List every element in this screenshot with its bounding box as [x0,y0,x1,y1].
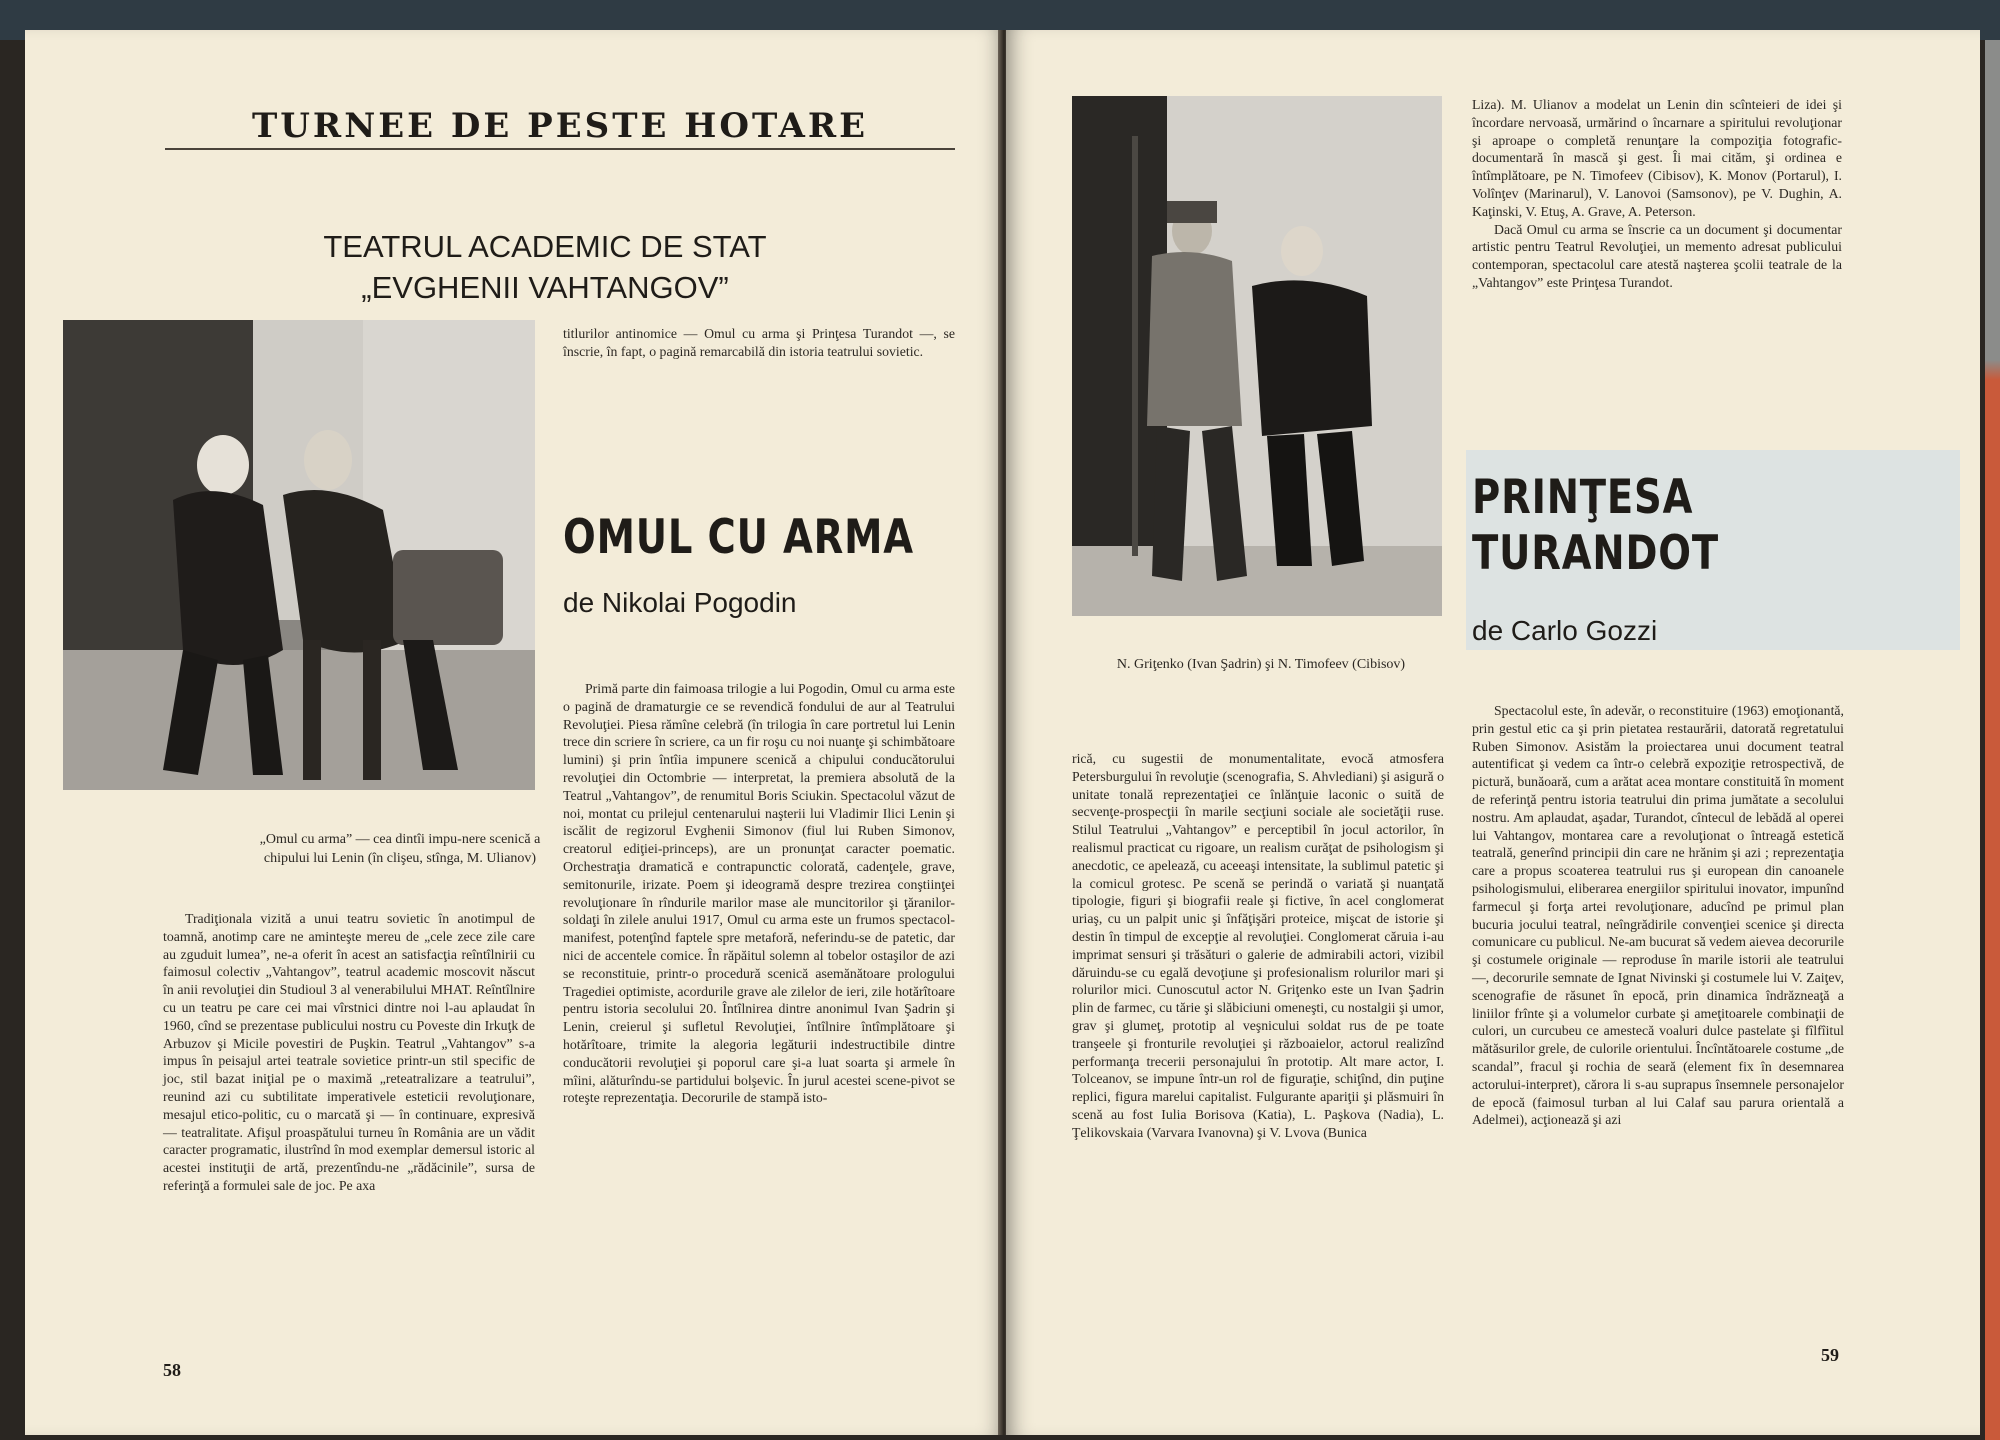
column-2-intro-text: titlurilor antinomice — Omul cu arma şi Prinţesa Turandot —, se înscrie, în fapt, o pagină remarcabilă din istoria teatrului sovietic. [563,326,955,359]
right-column-2 [1472,702,1844,1342]
left-page [25,30,1005,1435]
play-title-line2: TURANDOT [1472,526,1719,581]
kicker-rule [165,148,955,150]
byline-pogodin: de Nikolai Pogodin [563,587,797,618]
right-top-text-2: Dacă Omul cu arma se înscrie ca un document şi documentar artistic pentru Teatrul Revoluţiei, un memento adresat publicului contemporan, spectacolul care atestă naşterea şcolii teatrale de la „Vahtangov” este Prinţesa Turandot. [1472,221,1842,290]
right-column-2-text: Spectacolul este, în adevăr, o reconstituire (1963) emoţionantă, prin gestul etic ca şi prin pietatea restaurării, datorată regretatului Ruben Simonov. Asistăm la proiectarea unui document teatral autentificat şi vedem ca într-o celebră expoziţie retrospectivă, de pictură, bunăoară, cum a arătat acea montare constituită în moment de referinţă pentru istoria teatrului din prima jumătate a secolului nostru. Am aplaudat, aşadar, Turandot, cîntecul de lebădă al operei lui Vahtangov, montarea care a revoluţionat o întreagă estetică teatrală, generînd principii din care ne hrănim şi azi ; reprezentaţia care a propus scoaterea teatrului rus şi european din canoanele psihologismului, eliberarea energiilor spiritului inovator, impunînd farmecul şi forţa artei revoluţionare, aducînd pe primul plan bucuria jocului teatral, neîngrădirile convenţiei scenice şi directa comunicare cu publicul. Ne-am bucurat să vedem aievea decorurile şi costumele originale — reproduse în marile istorii ale teatrului —, decorurile semnate de Ignat Nivinski şi costumele lui V. Zaiţev, scenografie de răsunet în epocă, prin dinamica îndrăzneaţă a liniilor frînte şi a volumelor curbate şi ameţitoarele combinaţii de culori, un curcubeu ce amestecă voaluri dulce pastelate şi fîlfîitul mătăsurilor grele, de culorile orientului. Încîntătoarele costume „de scandal”, fracul şi rochia de seară (element fix în desemnarea actorului-interpret), cărora li s-au suprapus însemnele personajelor de epocă (faimosul turban al lui Calaf sau parura orientală a Adelmei), acţionează şi azi [1472,703,1844,1128]
play-title-printesa-turandot [1472,470,1719,582]
page-number-left: 58 [163,1360,181,1380]
column-1-text: Tradiţionala vizită a unui teatru sovietic în anotimpul de toamnă, anotimp care ne aminteşte mereu de „cele zece zile care au zguduit lumea”, ne-a oferit în acest an satisfacţia reîntîlnirii cu faimosul colectiv „Vahtangov”, teatrul academic moscovit născut în anii revoluţiei din Studioul 3 al venerabilului MHAT. Reîntîlnire cu un teatru pe care cei mai vîrstnici dintre noi l-au aplaudat în 1960, cînd se prezentase publicului nostru cu Poveste din Irkuţk de Arbuzov şi Micile povestiri de Puşkin. Teatrul „Vahtangov” s-a impus în peisajul artei teatrale sovietice printr-un stil specific de joc, stil bazat iniţial pe o maximă „reteatralizare a teatrului”, reunind azi cu subtilitate imperativele esteticii revoluţionare, mesajul etico-politic, cu o marcată şi — în continuare, expresivă — teatralitate. Afişul proaspătului turneu în România are un vădit caracter programatic, ilustrînd în mod exemplar demersul istoric al acestei instituţii de artă, prezentîndu-ne „rădăcinile”, sursa de referinţă a formulei sale de joc. Pe axa [163,911,535,1193]
theatre-title-line1: TEATRUL ACADEMIC DE STAT [323,229,767,264]
section-kicker: TURNEE DE PESTE HOTARE [251,106,868,146]
article-column-2-intro [563,325,955,361]
photo-caption-right: N. Griţenko (Ivan Şadrin) şi N. Timofeev (Cibisov) [1116,657,1406,672]
right-top-column [1472,96,1842,292]
stage-photo-omul-cu-arma [63,320,535,790]
right-column-1 [1072,750,1444,1340]
article-column-2 [563,680,955,1360]
scan-background-right [1985,40,2000,1440]
page-number-right: 59 [1821,1345,1839,1365]
right-column-1-text: rică, cu sugestii de monumentalitate, evocă atmosfera Petersburgului în revoluţie (scenografia, S. Ahvlediani) şi asigură o unitate tonală reprezentaţiei ce înlănţuie laconic o suită de secvenţe-prospecţii în marile secţiuni sociale ale societăţii ruse. Stilul Teatrului „Vahtangov” e perceptibil în jocul actorilor, în realismul practicat cu rigoare, un realism curăţat de psihologism şi anecdotic, ce apelează, cu aceeaşi intensitate, la sublimul patetic şi la comicul grotesc. Pe scenă se perindă o variată şi nuanţată tipologie, figuri şi biografii reale şi fictive, în acel conglomerat uriaş, cu un palpit unic şi înfăţişări proteice, mişcat de istorie şi destin în timpul de excepţie al revoluţiei. Conglomerat căruia i-au imprimat sensuri şi trăsături o galerie de admirabili actori, vizibil dăruindu-se cu egală devoţiune şi profesionalism rolurilor mari şi rolurilor mici. Cunoscutul actor N. Griţenko este un Ivan Şadrin plin de farmec, cu tărie şi slăbiciuni omeneşti, cu nostalgii şi umor, grav şi glumeţ, prototip al veşnicului soldat rus de pe toate tranşeele şi fronturile revoluţiei şi războaielor, actorul realizînd performanţa trecerii personajului în prototip. Alt mare actor, I. Tolceanov, se impune într-un rol de figuraţie, schiţînd, din puţine replici, figura marelui capitalist. Fulgurante apariţii şi plăsmuiri în scenă au fost Iulia Borisova (Katia), L. Paşkova (Nadia), L. Ţelikovskaia (Varvara Ivanovna) şi V. Lvova (Bunica [1072,751,1444,1140]
column-2-text: Primă parte din faimoasa trilogie a lui Pogodin, Omul cu arma este o pagină de dramaturgie ce se revendică fondului de aur al Teatrului Revoluţiei. Piesa rămîne celebră (în trilogia în care portretul lui Lenin trece din scriere în scriere, ca un fir roşu cu noi nuanţe şi schimbătoare lumini) şi prin întîia impunere scenică a chipului conducătorului revoluţiei din Octombrie — interpretat, la premiera absolută de la Teatrul „Vahtangov”, de renumitul Boris Sciukin. Spectacolul văzut de noi, montat cu prilejul centenarului naşterii lui Vladimir Ilici Lenin şi iscălit de regizorul Evghenii Simonov (fiul lui Ruben Simonov, creatorul ediţiei-princeps), are un pronunţat caracter poematic. Orchestraţia dramatică e contrapunctic colorată, cadenţele, grave, semitonurile, irizate. Poem şi ideogramă despre trezirea conştiinţei revoluţionare în rîndurile marilor mase ale muncitorilor şi ţăranilor-soldaţi în zilele anului 1917, Omul cu arma este un frumos spectacol-manifest, potenţînd faptele spre metaforă, neferindu-se de patetic, dar nici de accentele comice. În răpăitul solemn al tobelor ostaşilor de azi se reconstituie, printr-o procedură scenică asemănătoare prologului Tragediei optimiste, acordurile grave ale zilelor de ieri, zile hotărîtoare pentru istoria secolului 20. Întîlnirea dintre anonimul Ivan Şadrin şi Lenin, creierul şi sufletul Revoluţiei, întîlnire întîmplătoare şi hotărîtoare, trimite la alegoria legăturii indestructibile dintre conducătorii revoluţiei şi poporul care şi-a luat soarta şi armele în mîini, alăturîndu-se partidului bolşevic. În jurul acestei scene-pivot se roteşte reprezentaţia. Decorurile de stampă isto- [563,681,955,1106]
play-title-omul-cu-arma: OMUL CU ARMA [563,510,914,565]
right-page [1006,30,1980,1435]
byline-gozzi: de Carlo Gozzi [1472,615,1658,646]
play-title-line1: PRINŢESA [1472,470,1694,525]
theatre-title [245,226,845,308]
theatre-title-line2: „EVGHENII VAHTANGOV” [361,270,729,305]
stage-photo-sadrin-cibisov [1072,96,1442,616]
photo-caption: „Omul cu arma” — cea dintîi impu-nere scenică a chipului lui Lenin (în clişeu, stînga, M. Ulianov) [259,832,541,866]
article-column-1 [163,910,535,1355]
right-top-text: Liza). M. Ulianov a modelat un Lenin din scînteieri de idei şi încordare nervoasă, urmărind o încarnare a spiritului revoluţionar şi aproape o completă renunţare la compoziţia fotografic-documentară în mască şi gest. Îi mai cităm, şi ordinea e întîmplătoare, pe N. Timofeev (Cibisov), K. Monov (Portarul), I. Volînţev (Marinarul), V. Lanovoi (Samsonov), pe V. Dughin, A. Kaţinski, V. Etuş, A. Grave, A. Peterson. [1472,97,1842,219]
